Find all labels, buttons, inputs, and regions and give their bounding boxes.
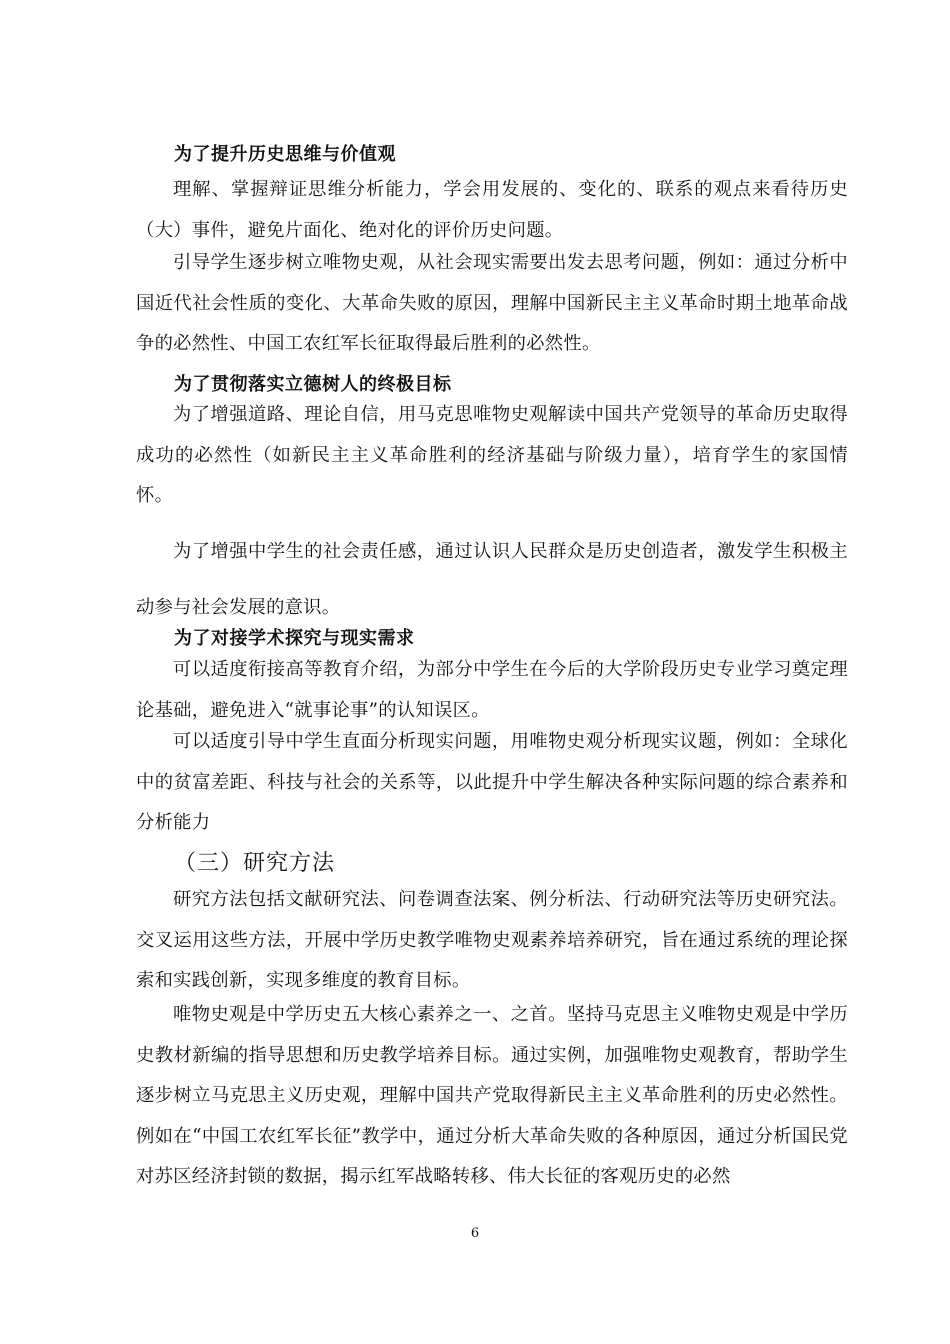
- heading-academic: 为了对接学术探究与现实需求: [174, 628, 415, 649]
- paragraph-2: 引导学生逐步树立唯物史观，从社会现实需要出发去思考问题，例如：通过分析中国近代社会性质的变化、大革命失败的原因，理解中国新民主主义革命时期土地革命战争的必然性、中国工农红军长征取得最后胜利的必然性。: [136, 252, 848, 354]
- page-number: 6: [470, 1226, 480, 1241]
- heading-moral: 为了贯彻落实立德树人的终极目标: [174, 374, 452, 395]
- paragraph-5: 可以适度衔接高等教育介绍，为部分中学生在今后的大学阶段历史专业学习奠定理论基础，避免进入“就事论事”的认知误区。: [136, 659, 848, 721]
- paragraph-4: 为了增强中学生的社会责任感，通过认识人民群众是历史创造者，激发学生积极主动参与社会发展的意识。: [136, 541, 848, 618]
- paragraph-6: 可以适度引导中学生直面分析现实问题，用唯物史观分析现实议题，例如：全球化中的贫富差距、科技与社会的关系等，以此提升中学生解决各种实际问题的综合素养和分析能力: [136, 731, 848, 833]
- paragraph-3: 为了增强道路、理论自信，用马克思唯物史观解读中国共产党领导的革命历史取得成功的必然性（如新民主主义革命胜利的经济基础与阶级力量），培育学生的家国情怀。: [136, 404, 848, 506]
- paragraph-7: 研究方法包括文献研究法、问卷调查法案、例分析法、行动研究法等历史研究法。交叉运用这些方法，开展中学历史教学唯物史观素养培养研究，旨在通过系统的理论探索和实践创新，实现多维度的教育目标。: [136, 889, 848, 991]
- paragraph-1: 理解、掌握辩证思维分析能力，学会用发展的、变化的、联系的观点来看待历史（大）事件，避免片面化、绝对化的评价历史问题。: [136, 179, 848, 241]
- paragraph-8: 唯物史观是中学历史五大核心素养之一、之首。坚持马克思主义唯物史观是中学历史教材新编的指导思想和历史教学培养目标。通过实例，加强唯物史观教育，帮助学生逐步树立马克思主义历史观，理解中国共产党取得新民主主义革命胜利的历史必然性。例如在“中国工农红军长征”教学中，通过分析大革命失败的各种原因，通过分析国民党对苏区经济封锁的数据，揭示红军战略转移、伟大长征的客观历史的必然: [136, 1004, 848, 1187]
- heading-thinking: 为了提升历史思维与价值观: [174, 144, 396, 165]
- heading-method: （三）研究方法: [174, 851, 336, 876]
